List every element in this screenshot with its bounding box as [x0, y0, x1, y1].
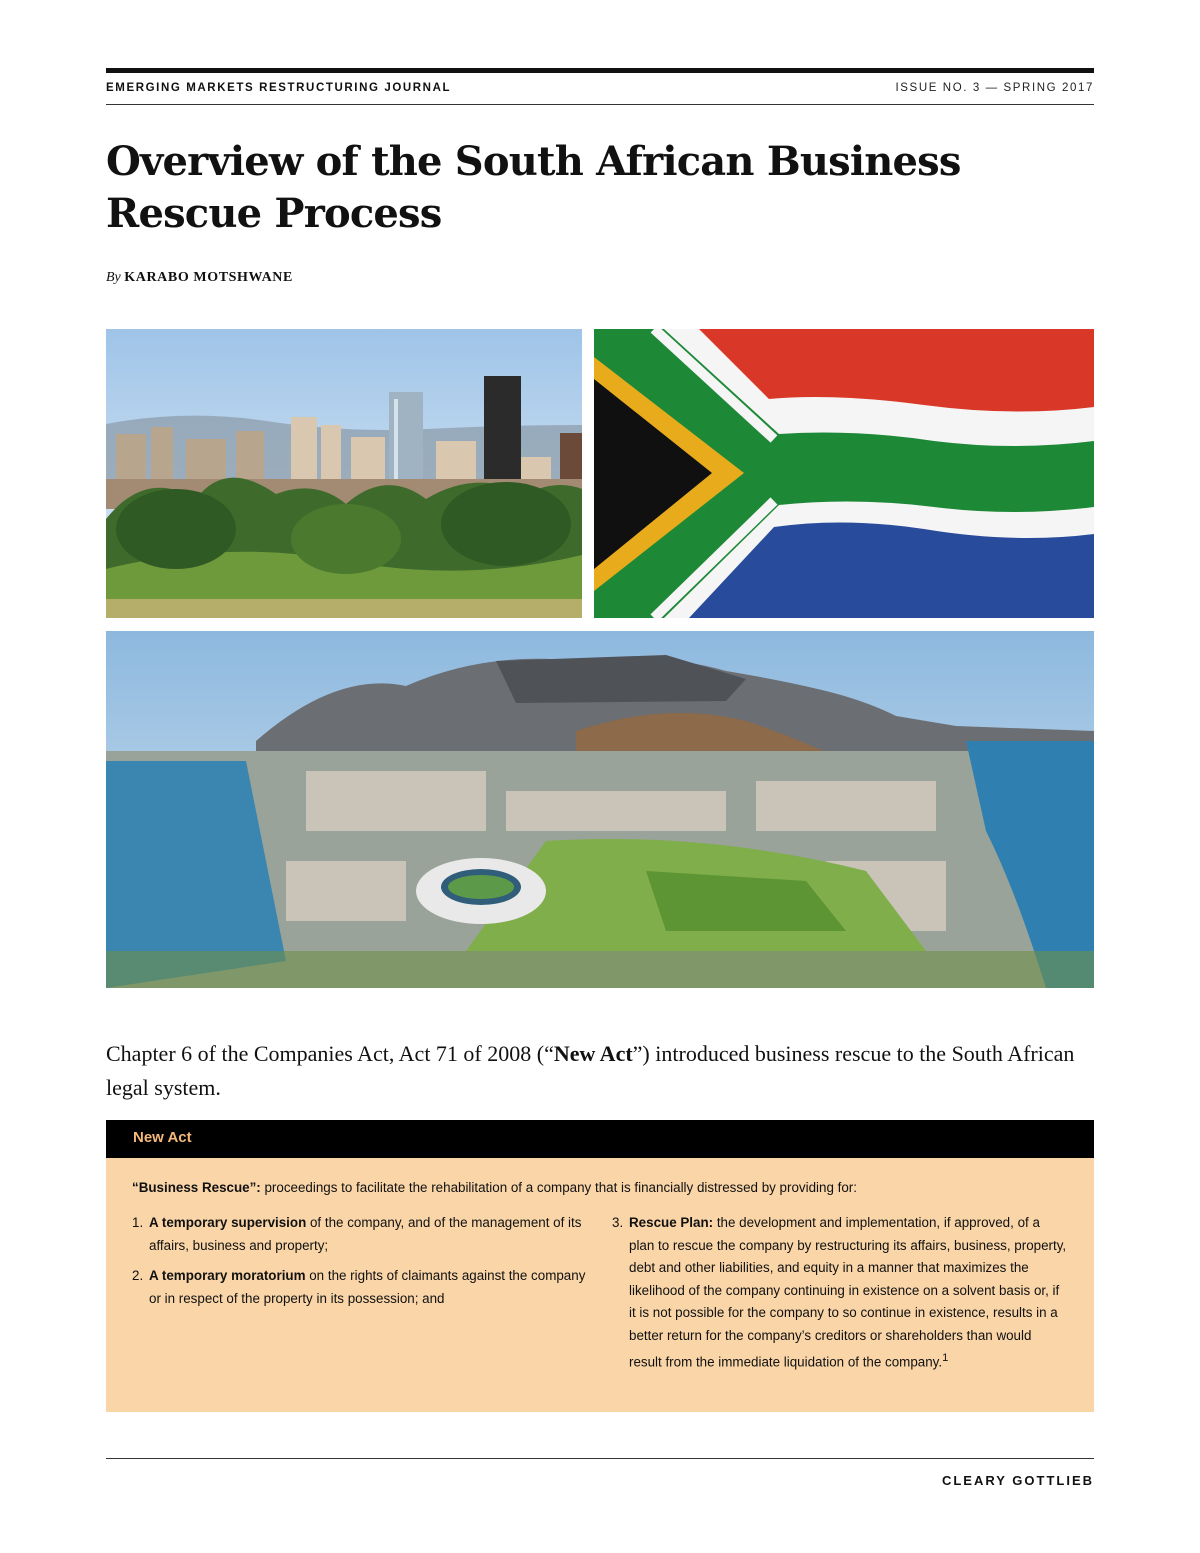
callout-heading: New Act	[133, 1129, 192, 1146]
callout-header	[106, 1120, 1094, 1158]
list-item-text: on the rights of claimants against the company or in respect of the property in its possession; and	[149, 1268, 586, 1306]
top-rule	[106, 68, 1094, 73]
intro-new-act-term: New Act	[553, 1041, 633, 1066]
callout-body	[106, 1158, 1094, 1412]
definition-list-right	[612, 1212, 1067, 1382]
definition	[132, 1179, 1072, 1197]
definition-list-left	[132, 1212, 592, 1318]
footer-brand: CLEARY GOTTLIEB	[941, 1473, 1094, 1488]
list-item-text: of the company, and of the management of its affairs, business and property;	[149, 1215, 582, 1253]
list-item-number: 2.	[132, 1268, 144, 1283]
list-item-term: A temporary moratorium	[149, 1268, 306, 1283]
list-item	[132, 1212, 592, 1257]
author-name: KARABO MOTSHWANE	[124, 270, 293, 285]
south-african-flag-photo	[594, 329, 1094, 618]
definition-term: “Business Rescue”:	[132, 1180, 261, 1195]
list-item	[132, 1265, 592, 1310]
definition-text: proceedings to facilitate the rehabilitation of a company that is financially distressed by providing for:	[260, 1180, 857, 1195]
cape-town-aerial-photo	[106, 631, 1094, 988]
list-item	[612, 1212, 1067, 1374]
footnote-marker[interactable]: 1	[942, 1352, 949, 1364]
city-skyline-photo	[106, 329, 582, 618]
intro-paragraph	[106, 1037, 1096, 1105]
list-item-term: Rescue Plan:	[629, 1215, 714, 1230]
journal-name: EMERGING MARKETS RESTRUCTURING JOURNAL	[106, 82, 452, 94]
list-item-term: A temporary supervision	[149, 1215, 307, 1230]
footer-rule	[106, 1458, 1094, 1459]
list-item-number: 1.	[132, 1215, 144, 1230]
intro-text-before: Chapter 6 of the Companies Act, Act 71 of 2008 (“	[106, 1041, 554, 1066]
article-title: Overview of the South African Business Rescue Process	[106, 138, 961, 237]
list-item-text: the development and implementation, if approved, of a plan to rescue the company by restructuring its affairs, business, property, debt and other liabilities, and equity in a manner that maximizes the likelihood of the company continuing in existence on a solvent basis or, if it is not possible for the company to so continue in existence, results in a better return for the company’s creditors or shareholders than would result from the immediate liquidation of the company.	[629, 1215, 1067, 1370]
byline	[106, 270, 293, 286]
intro-text-after: ”) introduced business rescue to the South African legal system.	[106, 1041, 1075, 1100]
running-header	[106, 82, 1094, 98]
header-rule	[106, 104, 1094, 105]
list-item-number: 3.	[612, 1215, 624, 1230]
byline-prefix: By	[106, 270, 121, 285]
issue-label: ISSUE NO. 3 — SPRING 2017	[895, 82, 1094, 94]
